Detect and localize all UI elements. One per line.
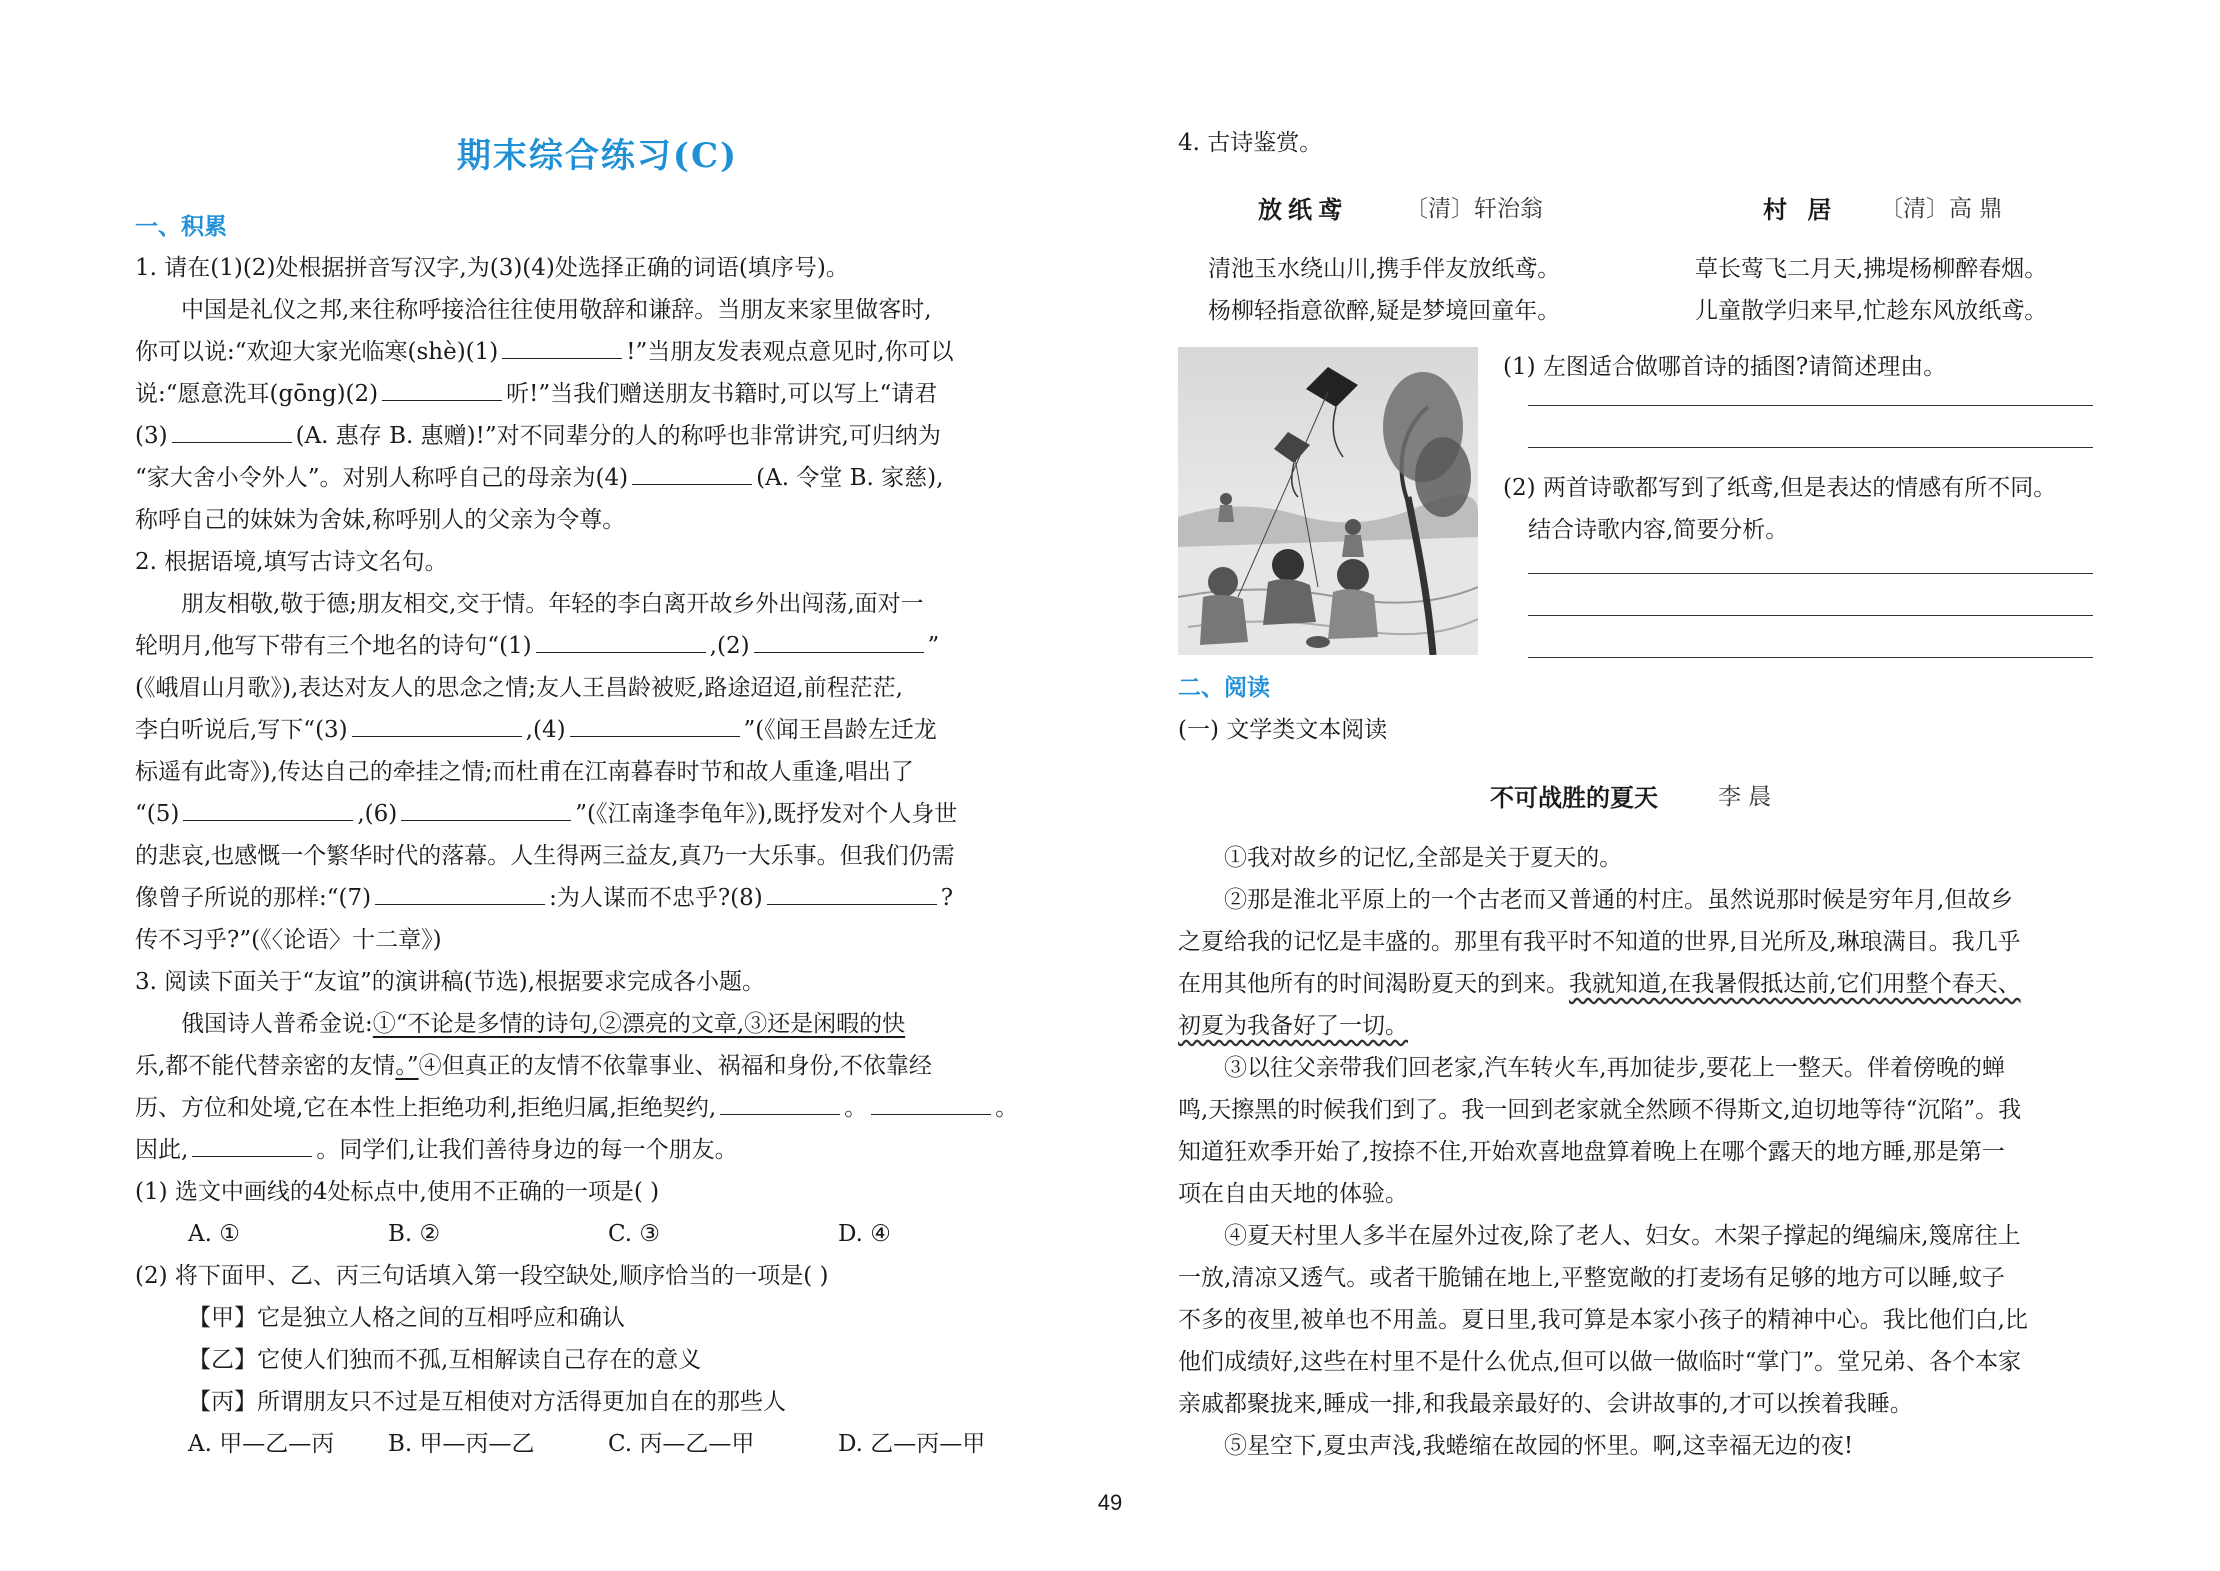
q2-text: :为人谋而不忠乎?(8) [549,885,763,911]
answer-blank[interactable] [502,337,622,359]
q1-text: 说:“愿意洗耳(gōng)(2) [135,381,379,407]
answer-blank[interactable] [767,883,937,905]
article-author: 李 晨 [1718,784,1772,810]
q4-stem: 4. 古诗鉴赏。 [1178,130,1323,156]
poem-line: 杨柳轻指意欲醉,疑是梦境回童年。 [1208,298,1561,324]
answer-blank[interactable] [570,715,740,737]
q3-text: 历、方位和处境,它在本性上拒绝功利,拒绝归属,拒绝契约, [135,1095,717,1121]
article-title: 不可战胜的夏天 [1490,784,1658,812]
q1-text: !”当朋友发表观点意见时,你可以 [626,339,954,365]
q1-text: (A. 惠存 B. 惠赠)!”对不同辈分的人的称呼也非常讲究,可归纳为 [295,423,941,449]
answer-line[interactable] [1528,405,2093,406]
answer-blank[interactable] [352,715,522,737]
q1-line [135,379,937,409]
answer-line[interactable] [1528,615,2093,616]
article-paragraph: ②那是淮北平原上的一个古老而又普通的村庄。虽然说那时候是穷年月,但故乡 [1224,887,2014,913]
article-paragraph: ③以往父亲带我们回老家,汽车转火车,再加徒步,要花上一整天。伴着傍晚的蝉 [1224,1055,2005,1081]
q3-text: ,③还是闲暇的快 [736,1011,906,1037]
q4-sub2: 结合诗歌内容,简要分析。 [1528,517,1789,543]
q2-text: “(5) [135,801,180,827]
q2-text: ,(6) [357,801,398,827]
poem-line: 清池玉水绕山川,携手伴友放纸鸢。 [1208,256,1561,282]
article-paragraph: 知道狂欢季开始了,按捺不住,开始欢喜地盘算着晚上在哪个露天的地方睡,那是第一 [1178,1139,2005,1165]
poem-author: 〔清〕轩治翁 [1405,196,1543,222]
q3-text: 。” [395,1053,419,1079]
option-d[interactable]: D. ④ [838,1221,891,1247]
q2-line: 传不习乎?”(《〈论语〉十二章》) [135,927,442,953]
option-a[interactable]: A. ① [188,1221,240,1247]
sentence-bing: 【丙】所谓朋友只不过是互相使对方活得更加自在的那些人 [188,1389,786,1415]
answer-blank[interactable] [183,799,353,821]
q3-text: ④但真正的友情不依靠事业、祸福和身份,不依靠经 [418,1053,932,1079]
kite-illustration [1178,347,1478,655]
reading-part-label: (一) 文学类文本阅读 [1178,717,1388,743]
q3-line [135,1135,738,1165]
sentence-yi: 【乙】它使人们独而不孤,互相解读自己存在的意义 [188,1347,702,1373]
option-d[interactable]: D. 乙—丙—甲 [838,1431,986,1457]
poem-title: 村 居 [1763,196,1838,224]
answer-line[interactable] [1528,657,2093,658]
q1-text: (3) [135,423,168,449]
q1-line [135,463,943,493]
q3-stem: 3. 阅读下面关于“友谊”的演讲稿(节选),根据要求完成各小题。 [135,969,766,995]
option-b[interactable]: B. 甲—丙—乙 [388,1431,535,1457]
q3-text: 。 [995,1095,1019,1121]
page-title: 期末综合练习(C) [456,136,739,176]
q3-line [135,1009,905,1039]
option-b[interactable]: B. ② [388,1221,441,1247]
article-text-underlined: 我就知道,在我暑假抵达前,它们用整个春天、 [1569,971,2021,997]
answer-line[interactable] [1528,573,2093,574]
q1-line [135,421,941,451]
option-c[interactable]: C. ③ [608,1221,661,1247]
q4-sub1: (1) 左图适合做哪首诗的插图?请简述理由。 [1503,354,1947,380]
q2-line: (《峨眉山月歌》),表达对友人的思念之情;友人王昌龄被贬,路途迢迢,前程茫茫, [135,675,903,701]
q1-text: (A. 令堂 B. 家慈), [756,465,944,491]
sentence-jia: 【甲】它是独立人格之间的互相呼应和确认 [188,1305,625,1331]
answer-blank[interactable] [172,421,292,443]
q3-line [135,1093,1018,1123]
page-number: 49 [1097,1490,1123,1515]
article-paragraph: 鸣,天擦黑的时候我们到了。我一回到老家就全然顾不得斯文,迫切地等待“沉陷”。我 [1178,1097,2022,1123]
q1-line [135,337,954,367]
q2-text: ,(2) [709,633,750,659]
answer-blank[interactable] [720,1093,840,1115]
q1-stem: 1. 请在(1)(2)处根据拼音写汉字,为(3)(4)处选择正确的词语(填序号)。 [135,255,849,281]
q2-line [135,631,939,661]
q1-text: “家大舍小令外人”。对别人称呼自己的母亲为(4) [135,465,629,491]
q2-line: 的悲哀,也感慨一个繁华时代的落幕。人生得两三益友,真乃一大乐事。但我们仍需 [135,843,955,869]
q2-line [135,883,953,913]
q3-line [135,1051,932,1081]
poem-author: 〔清〕高 鼎 [1880,196,2003,222]
answer-blank[interactable] [754,631,924,653]
article-text-underlined: 初夏为我备好了一切。 [1178,1013,1408,1039]
q2-text: 李白听说后,写下“(3) [135,717,348,743]
q3-text: 。同学们,让我们善待身边的每一个朋友。 [316,1137,738,1163]
q2-text: ” [927,633,940,659]
q2-line [135,799,957,829]
q1-line: 中国是礼仪之邦,来往称呼接洽往往使用敬辞和谦辞。当朋友来家里做客时, [181,297,932,323]
q2-stem: 2. 根据语境,填写古诗文名句。 [135,549,448,575]
answer-blank[interactable] [632,463,752,485]
q3-text: 因此, [135,1137,189,1163]
q1-text: 听!”当我们赠送朋友书籍时,可以写上“请君 [506,381,938,407]
q3-text: 。 [844,1095,868,1121]
q3-text: 俄国诗人普希金说: [181,1011,373,1037]
article-paragraph: 他们成绩好,这些在村里不是什么优点,但可以做一做临时“掌门”。堂兄弟、各个本家 [1178,1349,2022,1375]
option-a[interactable]: A. 甲—乙—丙 [188,1431,335,1457]
article-text: 在用其他所有的时间渴盼夏天的到来。 [1178,971,1569,997]
article-paragraph: ④夏天村里人多半在屋外过夜,除了老人、妇女。木架子撑起的绳编床,篾席往上 [1224,1223,2021,1249]
q2-line: 标遥有此寄》),传达自己的牵挂之情;而杜甫在江南暮春时节和故人重逢,唱出了 [135,759,914,785]
q3-text: ,②漂亮的文章 [591,1011,737,1037]
article-paragraph: 不多的夜里,被单也不用盖。夏日里,我可算是本家小孩子的精神中心。我比他们白,比 [1178,1307,2028,1333]
q2-line [135,715,937,745]
answer-blank[interactable] [375,883,545,905]
kite-scene-image [1178,347,1478,655]
q2-text: 像曾子所说的那样:“(7) [135,885,372,911]
answer-blank[interactable] [401,799,571,821]
q2-text: ? [940,885,954,911]
article-paragraph: ⑤星空下,夏虫声浅,我蜷缩在故园的怀里。啊,这幸福无边的夜! [1224,1433,1854,1459]
answer-line[interactable] [1528,447,2093,448]
q2-line: 朋友相敬,敬于德;朋友相交,交于情。年轻的李白离开故乡外出闯荡,面对一 [181,591,924,617]
q2-text: ”(《江南逢李龟年》),既抒发对个人身世 [575,801,958,827]
poem-title: 放纸鸢 [1258,196,1348,224]
article-paragraph: 项在自由天地的体验。 [1178,1181,1408,1207]
answer-blank[interactable] [536,631,706,653]
article-paragraph: ①我对故乡的记忆,全部是关于夏天的。 [1224,845,1623,871]
answer-blank[interactable] [871,1093,991,1115]
answer-blank[interactable] [382,379,502,401]
section-heading-reading: 二、阅读 [1178,675,1270,701]
article-paragraph [1178,969,2021,999]
q3-sub2: (2) 将下面甲、乙、丙三句话填入第一段空缺处,顺序恰当的一项是( ) [135,1263,829,1289]
poem-line: 草长莺飞二月天,拂堤杨柳醉春烟。 [1695,256,2048,282]
q3-text: 乐,都不能代替亲密的友情 [135,1053,396,1079]
section-heading-accumulation: 一、积累 [135,214,227,240]
article-paragraph: 亲戚都聚拢来,睡成一排,和我最亲最好的、会讲故事的,才可以挨着我睡。 [1178,1391,1913,1417]
q3-sub1: (1) 选文中画线的4处标点中,使用不正确的一项是( ) [135,1179,660,1205]
q3-text: ①“不论是多情的诗句 [372,1011,592,1037]
q2-text: ”(《闻王昌龄左迁龙 [743,717,937,743]
article-paragraph: 一放,清凉又透气。或者干脆铺在地上,平整宽敞的打麦场有足够的地方可以睡,蚊子 [1178,1265,2005,1291]
article-paragraph: 之夏给我的记忆是丰盛的。那里有我平时不知道的世界,目光所及,琳琅满目。我几乎 [1178,929,2021,955]
q1-text: 你可以说:“欢迎大家光临寒(shè)(1) [135,339,499,365]
q2-text: ,(4) [525,717,566,743]
q2-text: 轮明月,他写下带有三个地名的诗句“(1) [135,633,532,659]
answer-blank[interactable] [192,1135,312,1157]
option-c[interactable]: C. 丙—乙—甲 [608,1431,755,1457]
q1-line: 称呼自己的妹妹为舍妹,称呼别人的父亲为令尊。 [135,507,626,533]
q4-sub2: (2) 两首诗歌都写到了纸鸢,但是表达的情感有所不同。 [1503,475,2057,501]
poem-line: 儿童散学归来早,忙趁东风放纸鸢。 [1695,298,2048,324]
